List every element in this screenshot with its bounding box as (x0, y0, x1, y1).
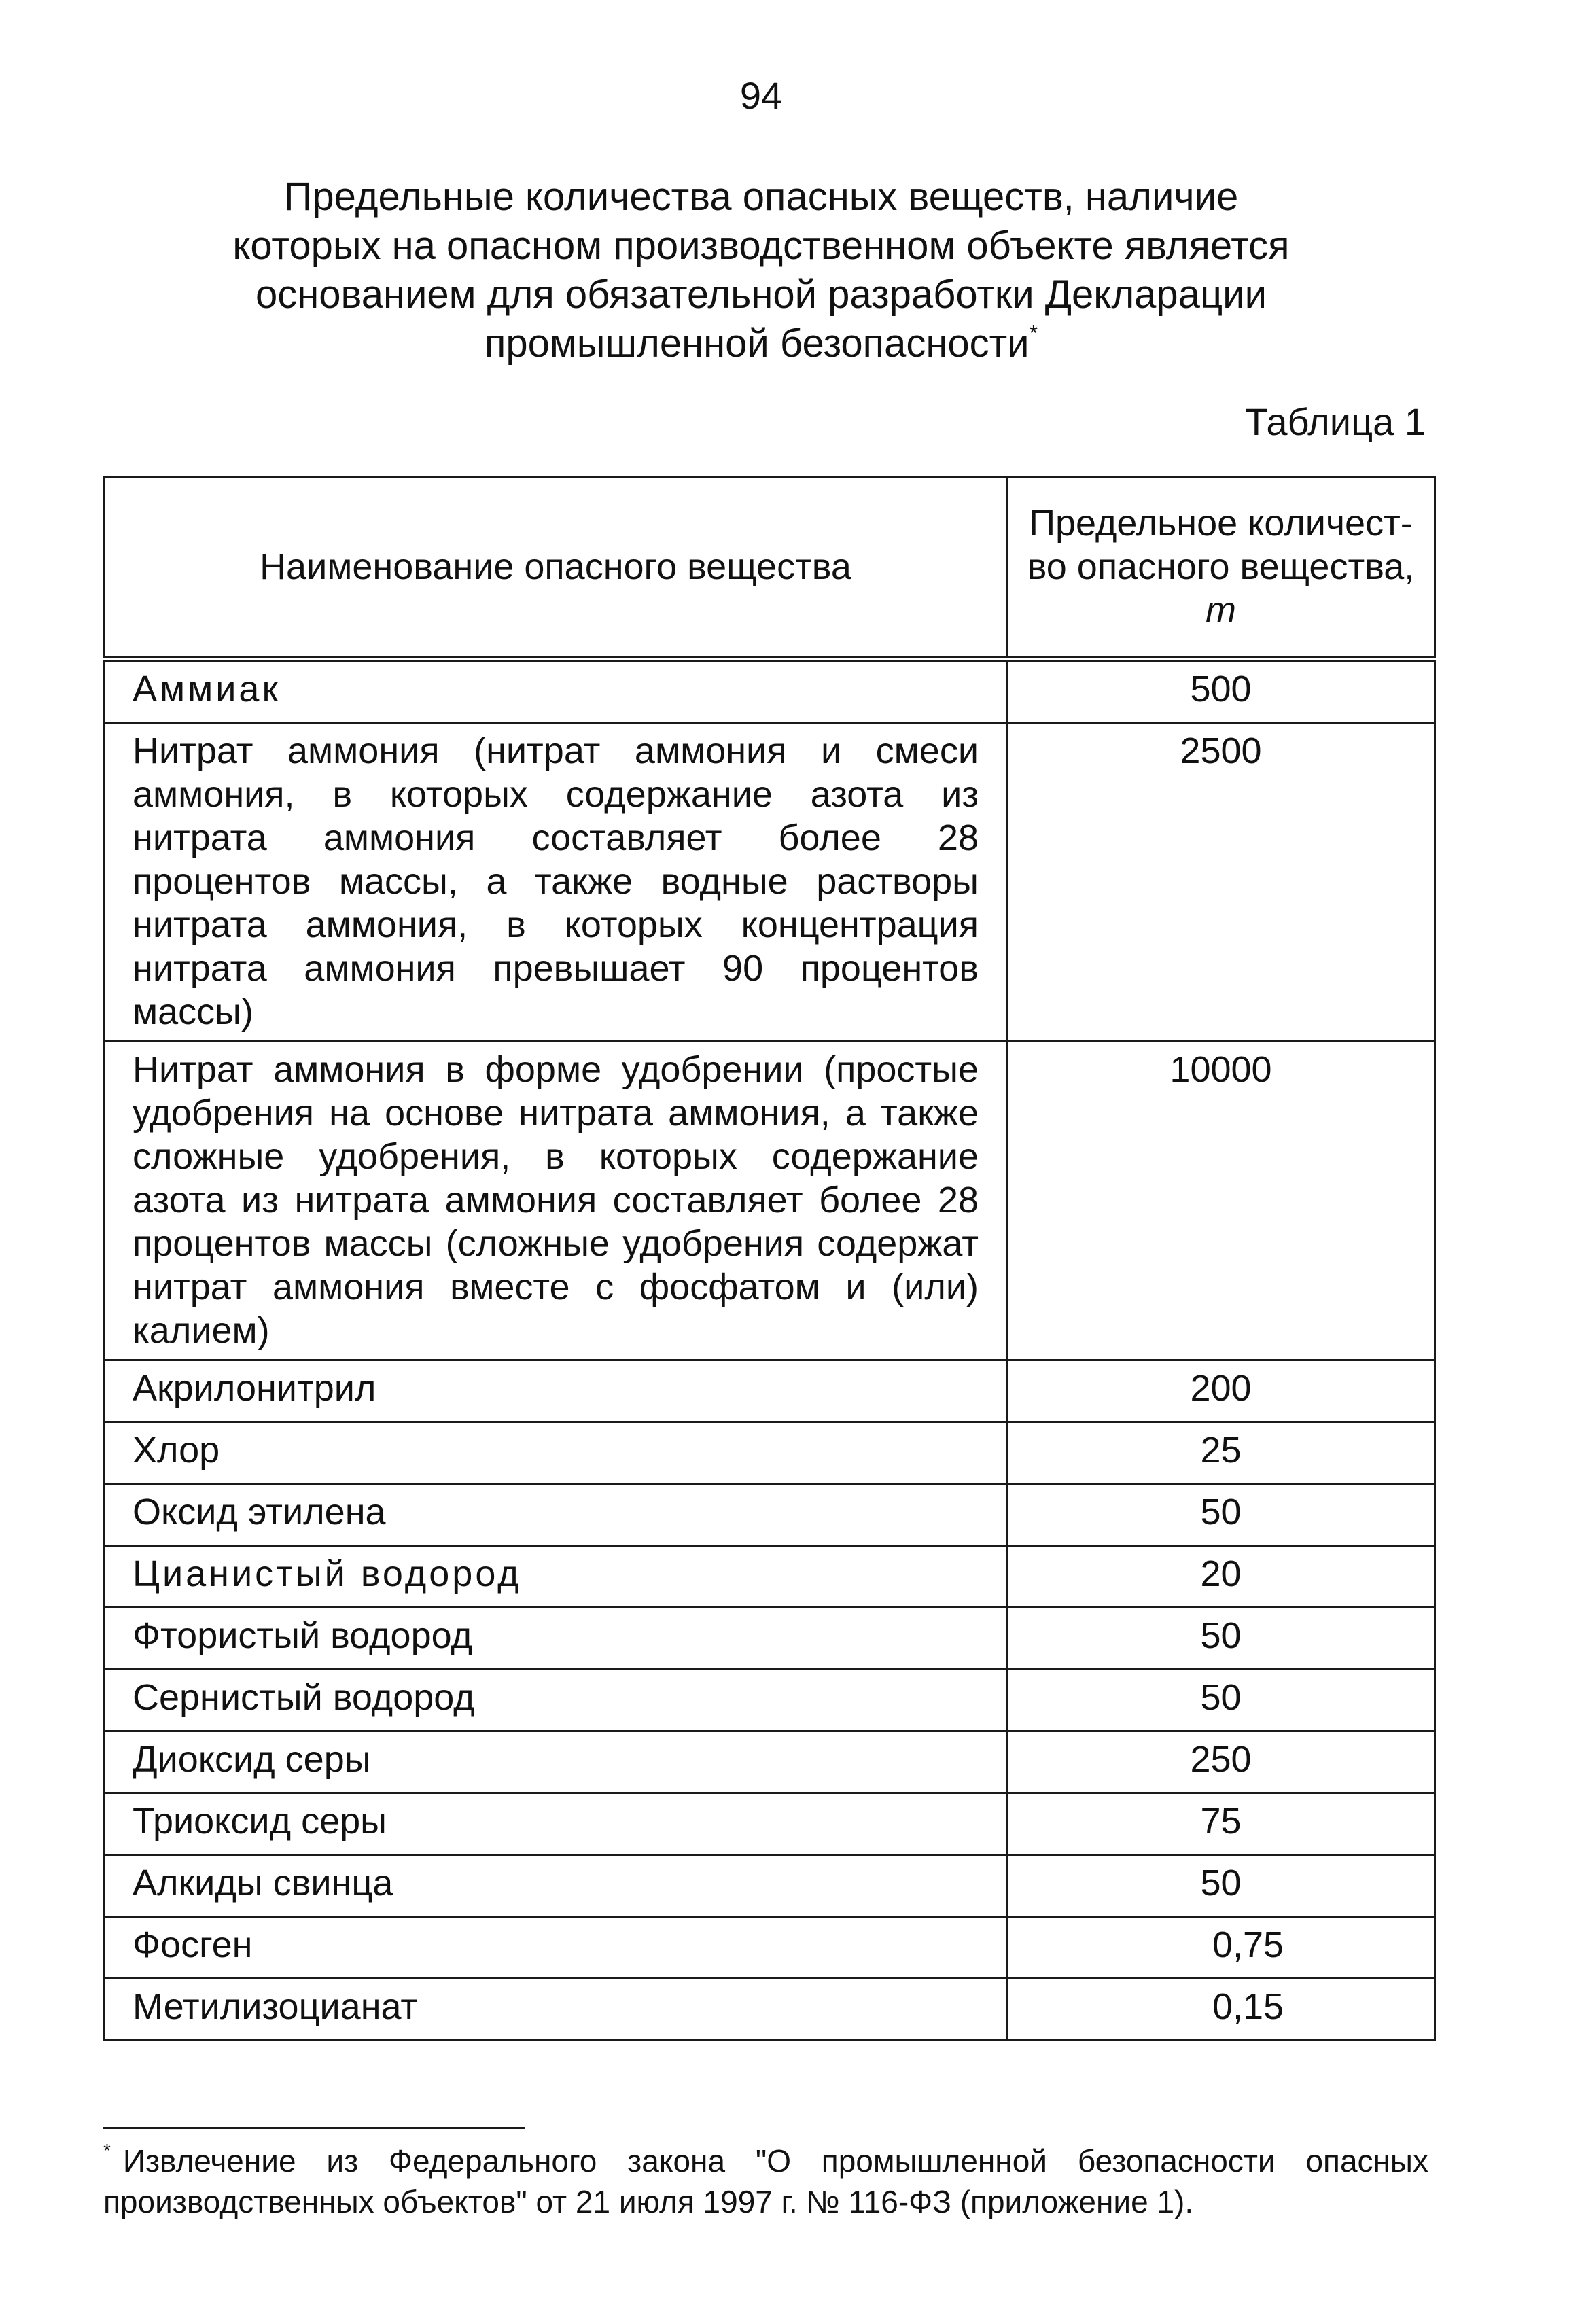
footnote-text: Извлечение из Федерального закона "О промышленной безопасности опасных производственных объектов" от 21 июля 1997 г. № 116-ФЗ (приложение 1). (103, 2143, 1428, 2219)
table-row (105, 1917, 1435, 1979)
header-substance: Наименование опасного вещества (105, 477, 1007, 659)
table-row (105, 659, 1435, 723)
substance-name: Триоксид серы (105, 1793, 1007, 1855)
title-line-2: которых на опасном производственном объекте является (232, 224, 1290, 268)
substance-name: Нитрат аммония в форме удобрении (простые удобрения на основе нитрата аммония, а также сложные удобрения, в которых содержание азота из нитрата аммония составляет более 28 процентов массы (сложные удобрения содержат нитрат аммония вместе с фосфатом и (или) калием) (105, 1042, 1007, 1360)
substance-quantity: 2500 (1007, 723, 1435, 1042)
substance-name: Сернистый водород (105, 1670, 1007, 1731)
page-number: 94 (739, 74, 783, 117)
title-footnote-mark: * (1029, 321, 1038, 345)
substance-quantity: 10000 (1007, 1042, 1435, 1360)
substances-table (103, 476, 1436, 2041)
substance-quantity: 200 (1007, 1360, 1435, 1422)
substance-quantity: 50 (1007, 1670, 1435, 1731)
table-row (105, 1793, 1435, 1855)
substance-name: Акрилонитрил (105, 1360, 1007, 1422)
substance-quantity: 20 (1007, 1546, 1435, 1608)
substance-name: Хлор (105, 1422, 1007, 1484)
table-row (105, 1484, 1435, 1546)
substance-name: Аммиак (105, 659, 1007, 723)
substance-name: Нитрат аммония (нитрат аммония и смеси аммония, в которых содержание азота из нитрата аммония составляет более 28 процентов массы, а также водные растворы нитрата аммония, в которых концентрация нитрата аммония превышает 90 процентов массы) (105, 723, 1007, 1042)
table-label: Таблица 1 (1244, 400, 1426, 443)
table-row (105, 1979, 1435, 2041)
header-quantity (1007, 477, 1435, 659)
substance-quantity: 500 (1007, 659, 1435, 723)
substances-table-wrapper (103, 476, 1434, 2041)
substance-name: Цианистый водород (105, 1546, 1007, 1608)
substance-quantity: 0,15 (1007, 1979, 1435, 2041)
substance-name: Метилизоцианат (105, 1979, 1007, 2041)
table-row (105, 1422, 1435, 1484)
footnote-mark: * (103, 2140, 111, 2161)
substance-name: Фтористый водород (105, 1608, 1007, 1670)
substance-quantity: 75 (1007, 1793, 1435, 1855)
substance-quantity: 25 (1007, 1422, 1435, 1484)
substance-name: Оксид этилена (105, 1484, 1007, 1546)
substance-quantity: 50 (1007, 1608, 1435, 1670)
substance-name: Фосген (105, 1917, 1007, 1979)
title-line-4 (177, 319, 1346, 368)
footnote-divider (103, 2127, 525, 2129)
substance-name: Диоксид серы (105, 1731, 1007, 1793)
table-row (105, 1731, 1435, 1793)
table-row (105, 1360, 1435, 1422)
table-row (105, 1546, 1435, 1608)
substance-quantity: 250 (1007, 1731, 1435, 1793)
title-line-1: Предельные количества опасных веществ, наличие (283, 175, 1239, 219)
table-row (105, 1855, 1435, 1917)
substance-quantity: 50 (1007, 1855, 1435, 1917)
table-row (105, 723, 1435, 1042)
substance-name: Алкиды свинца (105, 1855, 1007, 1917)
table-header-row (105, 477, 1435, 659)
footnote (103, 2141, 1428, 2222)
substance-quantity: 50 (1007, 1484, 1435, 1546)
table-row (105, 1608, 1435, 1670)
table-row (105, 1042, 1435, 1360)
header-quantity-unit: т (1206, 590, 1236, 631)
title-line-3: основанием для обязательной разработки Декларации (256, 272, 1267, 317)
title-line-4-text: промышленной безопасности (484, 321, 1030, 366)
header-quantity-text: Предельное количест-во опасного вещества, (1027, 503, 1415, 587)
document-title (177, 173, 1346, 368)
table-row (105, 1670, 1435, 1731)
substance-quantity: 0,75 (1007, 1917, 1435, 1979)
